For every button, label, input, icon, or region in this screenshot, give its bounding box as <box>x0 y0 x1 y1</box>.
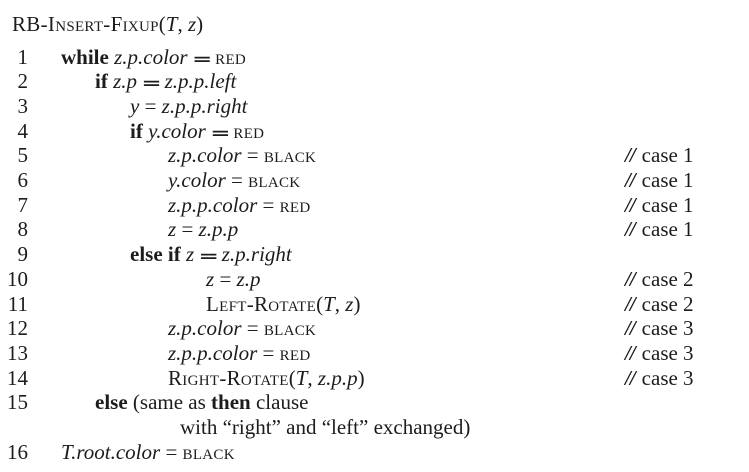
comment <box>625 143 694 168</box>
line-number: 10 <box>7 266 28 291</box>
comment-text: case 1 <box>641 217 694 242</box>
code-text <box>168 366 365 391</box>
token-sc: RB-Insert-Fixup <box>12 12 159 36</box>
token-r: , <box>334 291 346 316</box>
comment-marker: // <box>625 291 635 316</box>
token-v: z.p.p.right <box>161 93 248 118</box>
token-sc: black <box>263 143 317 168</box>
token-kw: else if <box>130 242 186 267</box>
code-line <box>0 69 749 94</box>
code-line <box>0 143 749 168</box>
comment-text: case 1 <box>641 143 694 168</box>
code-text <box>168 193 311 218</box>
token-v: z <box>206 266 215 291</box>
line-number: 14 <box>7 365 28 390</box>
token-sc: red <box>279 192 311 217</box>
code-line <box>0 242 749 267</box>
token-v: y.color <box>168 168 226 192</box>
token-sc: Left-Rotate <box>206 291 317 316</box>
token-v: y.color <box>148 118 206 143</box>
code-text <box>206 292 360 317</box>
comment-text: case 3 <box>641 316 694 341</box>
line-number: 11 <box>7 291 28 316</box>
comment-text: case 3 <box>641 365 694 390</box>
token-op: == <box>200 247 216 266</box>
token-v: z.p.p.color <box>168 340 258 365</box>
token-kw: while <box>61 44 115 69</box>
line-number: 6 <box>17 168 28 192</box>
line-number: 15 <box>7 390 28 415</box>
token-r: ) <box>357 365 365 390</box>
token-kw: then <box>211 390 251 415</box>
token-v: z <box>168 217 177 242</box>
comment-text: case 2 <box>641 291 694 316</box>
token-r: with “right” and “left” exchanged) <box>180 415 471 439</box>
code-text <box>168 217 238 242</box>
code-line <box>0 45 749 70</box>
token-v: z.p.color <box>168 143 242 168</box>
code-text <box>61 440 235 465</box>
token-sc: red <box>233 118 265 143</box>
code-line <box>0 267 749 292</box>
comment <box>625 316 694 341</box>
line-number: 1 <box>17 44 28 69</box>
token-v: T <box>165 12 178 36</box>
token-op: == <box>212 123 228 142</box>
token-r: ( <box>158 12 166 36</box>
comment <box>625 217 694 242</box>
code-line <box>0 366 749 391</box>
line-number: 7 <box>17 192 28 217</box>
code-text <box>130 94 247 119</box>
token-v: T.root.color <box>61 439 161 464</box>
token-v: z.p.color <box>168 316 242 341</box>
code-text <box>61 45 246 72</box>
code-text <box>130 119 264 146</box>
code-text <box>168 316 316 341</box>
token-r: = <box>214 266 237 291</box>
token-r: = <box>225 168 249 192</box>
token-r: ( <box>288 365 296 390</box>
code-text <box>206 267 260 292</box>
comment-marker: // <box>625 266 635 291</box>
token-sc: Right-Rotate <box>168 365 289 390</box>
token-v: T <box>323 291 335 316</box>
token-sc: red <box>279 340 311 365</box>
token-r: ) <box>353 291 361 316</box>
token-r: , <box>307 365 318 390</box>
token-r: ( <box>316 291 324 316</box>
comment-marker: // <box>625 316 635 341</box>
token-v: z.p.right <box>221 242 292 267</box>
code-text <box>168 341 311 366</box>
token-kw: if <box>95 69 114 94</box>
line-number: 5 <box>17 143 28 168</box>
token-v: z.p.p.color <box>168 192 258 217</box>
comment <box>625 341 694 366</box>
comment <box>625 366 694 391</box>
comment-text: case 1 <box>641 192 694 217</box>
code-text <box>180 415 470 440</box>
token-v: z <box>187 12 197 36</box>
line-number: 12 <box>7 316 28 341</box>
token-r: = <box>139 93 162 118</box>
code-line <box>0 217 749 242</box>
token-op: == <box>143 74 159 93</box>
token-v: z.p.p <box>317 365 358 390</box>
token-kw: else <box>95 390 133 415</box>
comment <box>625 292 694 317</box>
code-line <box>0 390 749 415</box>
code-line <box>0 119 749 144</box>
comment-marker: // <box>625 192 635 217</box>
comment-text: case 2 <box>641 266 694 291</box>
token-v: z <box>345 291 354 316</box>
comment <box>625 193 694 218</box>
code-line <box>0 341 749 366</box>
token-r: clause <box>250 390 309 415</box>
token-v: T <box>295 365 308 390</box>
line-number: 9 <box>17 242 28 267</box>
code-line <box>0 94 749 119</box>
token-r: , <box>177 12 188 36</box>
code-line <box>0 292 749 317</box>
code-text <box>168 143 316 168</box>
comment-marker: // <box>625 217 635 242</box>
token-kw: if <box>130 118 149 143</box>
token-v: y <box>130 93 140 118</box>
code-line <box>0 316 749 341</box>
code-text <box>95 69 236 96</box>
code-text <box>168 168 300 193</box>
line-number: 3 <box>17 93 28 118</box>
token-sc: black <box>263 316 317 341</box>
comment-marker: // <box>625 340 635 365</box>
token-r: = <box>241 316 264 341</box>
comment-marker: // <box>625 143 635 168</box>
token-r: = <box>176 217 199 242</box>
token-r: = <box>257 192 280 217</box>
comment <box>625 168 694 193</box>
line-number: 16 <box>7 439 28 464</box>
token-sc: black <box>182 439 235 464</box>
code-text <box>95 390 308 415</box>
line-number: 2 <box>17 69 28 94</box>
token-r: (same as <box>132 390 212 415</box>
line-number: 8 <box>17 217 28 242</box>
token-sc: red <box>215 44 247 69</box>
token-op: == <box>193 49 209 68</box>
procedure-title <box>12 11 203 37</box>
comment-marker: // <box>625 365 635 390</box>
token-v: z <box>185 242 195 267</box>
comment-text: case 3 <box>641 340 694 365</box>
code-line <box>0 415 749 440</box>
token-sc: black <box>248 168 301 192</box>
comment-marker: // <box>625 168 635 192</box>
line-number: 4 <box>17 118 28 143</box>
comment-text: case 1 <box>641 168 694 192</box>
token-v: z.p.p.left <box>164 69 237 94</box>
token-v: z.p <box>113 69 138 94</box>
token-r: ) <box>196 12 204 36</box>
token-r: = <box>160 439 183 464</box>
token-r: = <box>241 143 264 168</box>
token-v: z.p <box>236 266 261 291</box>
code-line <box>0 168 749 193</box>
token-v: z.p.color <box>114 44 188 69</box>
code-text <box>130 242 292 269</box>
code-line <box>0 193 749 218</box>
token-r: = <box>257 340 280 365</box>
token-v: z.p.p <box>198 217 239 242</box>
code-line <box>0 440 749 465</box>
line-number: 13 <box>7 340 28 365</box>
comment <box>625 267 694 292</box>
